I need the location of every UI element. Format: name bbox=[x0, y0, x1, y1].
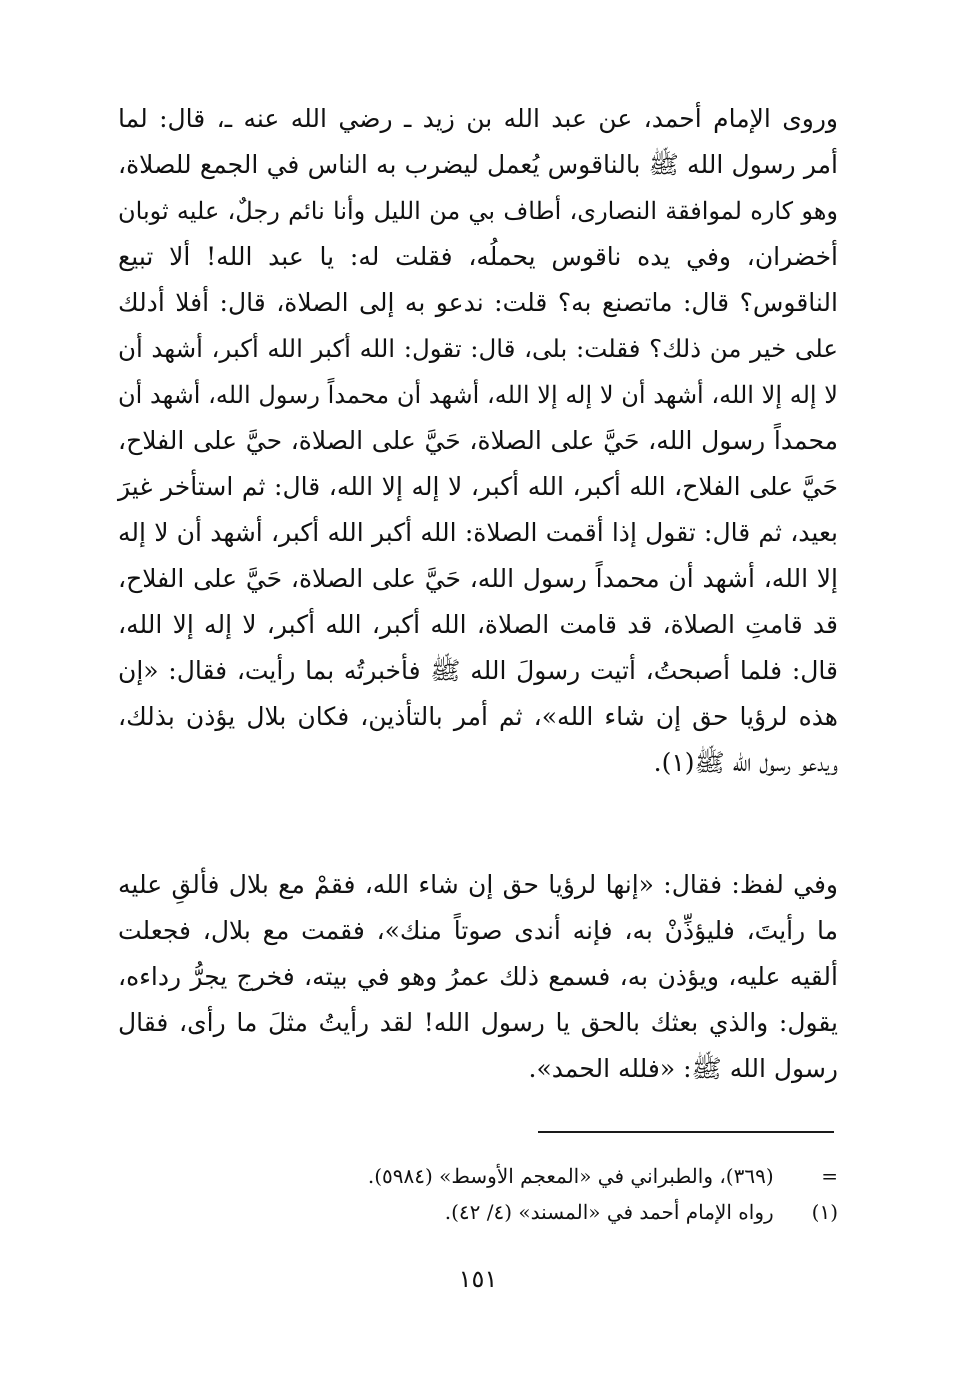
text-line: رسول الله ﷺ: «فلله الحمد». bbox=[528, 1054, 838, 1083]
text-line: وروى الإمام أحمد، عن عبد الله بن زيد ـ رضي الله عنه ـ، قال: لما bbox=[118, 104, 838, 133]
footnote bbox=[118, 1194, 838, 1230]
footnote bbox=[118, 1158, 838, 1194]
text-line: ألقيه عليه، ويؤذن به، فسمع ذلك عمرُ وهو في بيته، فخرج يجرُّ رداءه، bbox=[118, 962, 838, 991]
text-line: قد قامتِ الصلاة، قد قامت الصلاة، الله أكبر، الله أكبر، لا إله إلا الله، bbox=[118, 610, 838, 639]
text-line: لا إله إلا الله، أشهد أن لا إله إلا الله، أشهد أن محمداً رسول الله، أشهد أن bbox=[118, 381, 838, 409]
page-number: ١٥١ bbox=[458, 1265, 498, 1293]
footnote-marker: = bbox=[821, 1164, 838, 1188]
text-line: بعيد، ثم قال: تقول إذا أقمت الصلاة: الله أكبر الله أكبر، أشهد أن لا إله bbox=[118, 518, 838, 547]
text-line: ما رأيتَ، فليؤذِّنْ به، فإنه أندى صوتاً منك»، فقمت مع بلال، فجعلت bbox=[118, 916, 838, 945]
text-line: يقول: والذي بعثك بالحق يا رسول الله! لقد رأيتُ مثلَ ما رأى، فقال bbox=[118, 1008, 838, 1037]
text-line: أخضران، وفي يده ناقوس يحملُه، فقلت له: يا عبد الله! ألا تبيع bbox=[118, 242, 838, 271]
paragraph-hadith-adhan bbox=[118, 96, 838, 786]
text-line: إلا الله، أشهد أن محمداً رسول الله، حَيَّ على الصلاة، حَيَّ على الفلاح، bbox=[118, 564, 838, 593]
text-line: الناقوس؟ قال: ماتصنع به؟ قلت: ندعو به إلى الصلاة، قال: أفلا أدلك bbox=[118, 288, 838, 317]
footnotes bbox=[118, 1158, 838, 1230]
text-line: على خير من ذلك؟ فقلت: بلى، قال: تقول: الله أكبر الله أكبر، أشهد أن bbox=[118, 334, 838, 363]
text-line: أمر رسول الله ﷺ بالناقوس يُعمل ليضرب به الناس في الجمع للصلاة، bbox=[118, 150, 838, 179]
text-line: قال: فلما أصبحتُ، أتيت رسولَ الله ﷺ فأخبرتُه بما رأيت، فقال: «إن bbox=[118, 656, 838, 685]
text-line: وهو كاره لموافقة النصارى، أطاف بي من الليل وأنا نائم رجلٌ، عليه ثوبان bbox=[118, 197, 838, 225]
text-line: هذه لرؤيا حق إن شاء الله»، ثم أمر بالتأذين، فكان بلال يؤذن بذلك، bbox=[118, 702, 838, 731]
text-line: ويدعو رسول الله ﷺ(١). bbox=[653, 748, 838, 777]
text-line: وفي لفظ: فقال: «إنها لرؤيا حق إن شاء الله، فقمْ مع بلال فألقِ عليه bbox=[118, 870, 838, 899]
footnote-text: (٣٦٩)، والطبراني في «المعجم الأوسط» (٥٩٨٤). bbox=[367, 1164, 774, 1188]
text-line: محمداً رسول الله، حَيَّ على الصلاة، حَيَّ على الصلاة، حيَّ على الفلاح، bbox=[118, 426, 838, 455]
footnote-separator bbox=[538, 1131, 834, 1133]
text-line: حَيَّ على الفلاح، الله أكبر، الله أكبر، لا إله إلا الله، قال: ثم استأخر غيرَ bbox=[118, 472, 838, 501]
footnote-text: رواه الإمام أحمد في «المسند» (٤/ ٤٢). bbox=[444, 1200, 774, 1224]
footnote-marker: (١) bbox=[811, 1200, 838, 1224]
paragraph-alternate-wording bbox=[118, 862, 838, 1092]
